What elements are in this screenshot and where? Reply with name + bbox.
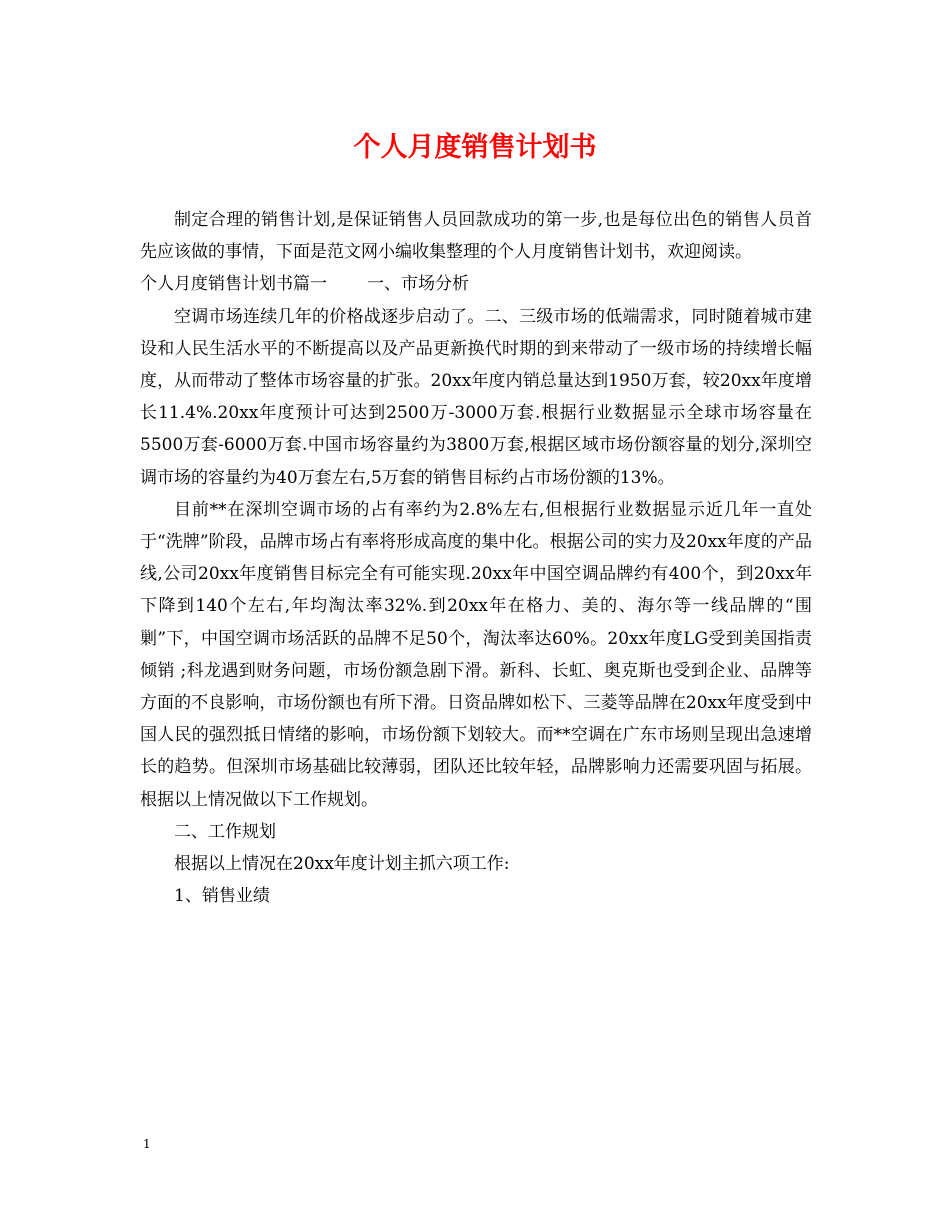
section-heading-right: 一、市场分析 <box>367 274 469 295</box>
section-heading-left: 个人月度销售计划书篇一 <box>140 274 327 295</box>
section-two-heading: 二、工作规划 <box>174 821 276 842</box>
intro-paragraph: 制定合理的销售计划,是保证销售人员回款成功的第一步,也是每位出色的销售人员首先应该做的事情，下面是范文网小编收集整理的个人月度销售计划书，欢迎阅读。 <box>140 210 812 263</box>
market-share-paragraph: 目前**在深圳空调市场的占有率约为2.8%左右,但根据行业数据显示近几年一直处于“洗牌”阶段，品牌市场占有率将形成高度的集中化。根据公司的实力及20xx年度的产品线,公司20xx年度销售目标完全有可能实现.20xx年中国空调品牌约有400个，到20xx年下降到140个左右,年均淘汰率32%.到20xx年在格力、美的、海尔等一线品牌的“围剿”下，中国空调市场活跃的品牌不足50个，淘汰率达60%。20xx年度LG受到美国指责 倾销 ;科龙遇到财务问题，市场份额急剧下滑。新科、长虹、奥克斯也受到企业、品牌等方面的不良影响，市场份额也有所下滑。日资品牌如松下、三菱等品牌在20xx年度受到中国人民的强烈抵日情绪的影响，市场份额下划较大。而**空调在广东市场则呈现出急速增长的趋势。但深圳市场基础比较薄弱，团队还比较年轻，品牌影响力还需要巩固与拓展。根据以上情况做以下工作规划。 <box>140 499 812 810</box>
document-body <box>140 204 812 912</box>
document-title: 个人月度销售计划书 <box>353 132 597 163</box>
section-one-heading <box>140 268 812 300</box>
page-number: 1 <box>143 1137 151 1151</box>
section-two-intro: 根据以上情况在20xx年度计划主抓六项工作: <box>174 854 510 875</box>
item-one: 1、销售业绩 <box>174 886 270 907</box>
market-analysis-paragraph: 空调市场连续几年的价格战逐步启动了。二、三级市场的低端需求，同时随着城市建设和人民生活水平的不断提高以及产品更新换代时期的到来带动了一级市场的持续增长幅度，从而带动了整体市场容量的扩张。20xx年度内销总量达到1950万套，较20xx年度增长11.4%.20xx年度预计可达到2500万-3000万套.根据行业数据显示全球市场容量在5500万套-6000万套.中国市场容量约为3800万套,根据区域市场份额容量的划分,深圳空调市场的容量约为40万套左右,5万套的销售目标约占市场份额的13%。 <box>140 306 812 488</box>
